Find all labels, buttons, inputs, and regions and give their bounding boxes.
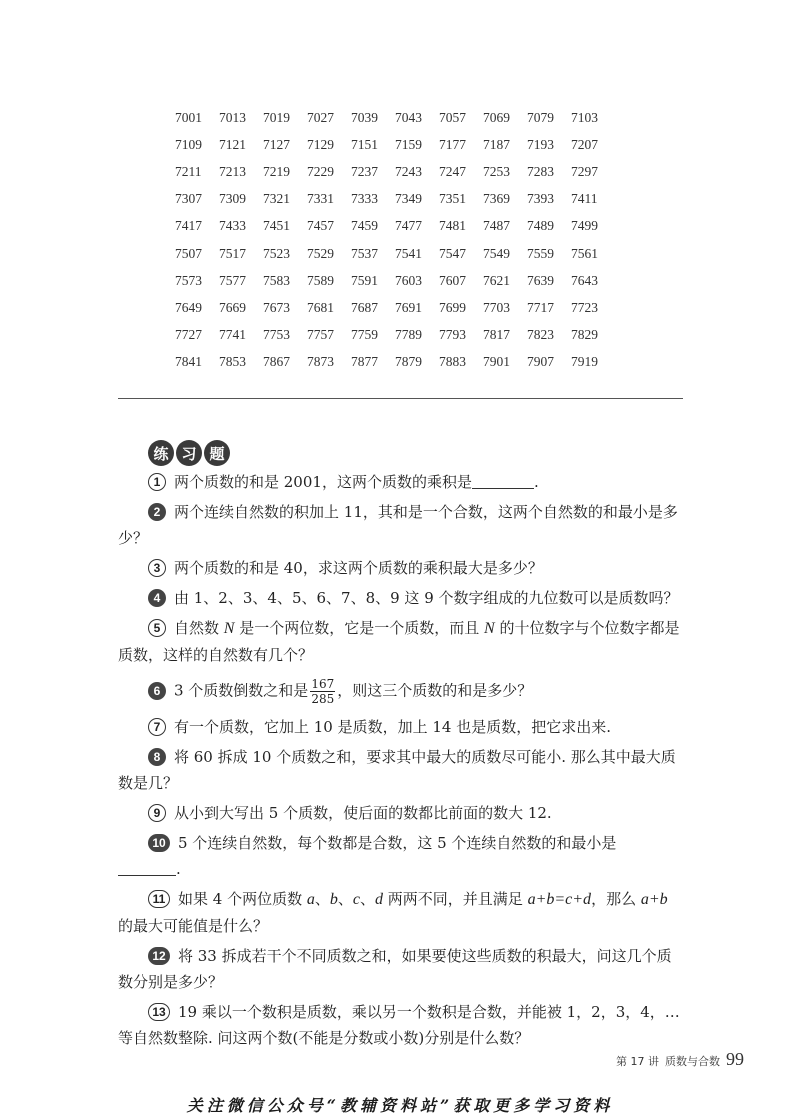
prime-cell: 7757 <box>307 327 334 343</box>
prime-cell: 7741 <box>219 327 246 343</box>
problem-text: 的十位数字与个位数字都是质数，这样的自然数有几个？ <box>118 619 680 664</box>
equation: a+b=c+d <box>527 891 592 908</box>
problem-9 <box>118 800 684 826</box>
prime-cell: 7559 <box>527 245 554 261</box>
prime-cell: 7057 <box>439 109 466 125</box>
problem-4 <box>118 585 684 611</box>
prime-cell: 7331 <box>307 191 334 207</box>
prime-cell: 7411 <box>571 191 598 207</box>
prime-cell: 7907 <box>527 354 554 370</box>
prime-cell: 7237 <box>351 163 378 179</box>
prime-cell: 7417 <box>175 218 202 234</box>
prime-cell: 7699 <box>439 299 466 315</box>
prime-cell: 7159 <box>395 136 422 152</box>
prime-cell: 7541 <box>395 245 422 261</box>
prime-cell: 7283 <box>527 163 554 179</box>
prime-cell: 7561 <box>571 245 598 261</box>
problem-text: 两个质数的和是 40，求这两个质数的乘积最大是多少？ <box>174 559 543 577</box>
prime-row <box>175 240 615 267</box>
variable-n: N <box>484 620 495 637</box>
answer-blank <box>472 472 534 489</box>
prime-cell: 7789 <box>395 327 422 343</box>
problem-7 <box>118 714 684 740</box>
problem-text: 自然数 <box>174 619 224 637</box>
problem-text: 由 1、2、3、4、5、6、7、8、9 这 9 个数字组成的九位数可以是质数吗？ <box>174 589 679 607</box>
prime-cell: 7019 <box>263 109 290 125</box>
prime-cell: 7321 <box>263 191 290 207</box>
problem-text: 两两不同，并且满足 <box>383 890 528 908</box>
prime-cell: 7043 <box>395 109 422 125</box>
chapter-title: 质数与合数 <box>665 1055 720 1068</box>
variable-a: a <box>306 891 315 908</box>
prime-cell: 7589 <box>307 272 334 288</box>
prime-cell: 7537 <box>351 245 378 261</box>
prime-cell: 7307 <box>175 191 202 207</box>
prime-row <box>175 158 615 185</box>
prime-cell: 7477 <box>395 218 422 234</box>
prime-cell: 7649 <box>175 299 202 315</box>
prime-cell: 7151 <box>351 136 378 152</box>
problem-12 <box>118 943 684 995</box>
problem-number: 3 <box>148 559 166 577</box>
prime-cell: 7901 <box>483 354 510 370</box>
prime-cell: 7243 <box>395 163 422 179</box>
problem-text: 5 个连续自然数，每个数都是合数，这 5 个连续自然数的和最小是 <box>178 834 617 852</box>
prime-cell: 7621 <box>483 272 510 288</box>
prime-cell: 7577 <box>219 272 246 288</box>
prime-cell: 7219 <box>263 163 290 179</box>
prime-cell: 7253 <box>483 163 510 179</box>
prime-cell: 7603 <box>395 272 422 288</box>
problem-11 <box>118 886 684 939</box>
problem-number: 13 <box>148 1003 170 1021</box>
prime-cell: 7393 <box>527 191 554 207</box>
prime-cell: 7129 <box>307 136 334 152</box>
prime-cell: 7039 <box>351 109 378 125</box>
problem-number: 8 <box>148 748 166 766</box>
prime-cell: 7753 <box>263 327 290 343</box>
prime-cell: 7127 <box>263 136 290 152</box>
problem-number: 5 <box>148 619 166 637</box>
prime-cell: 7027 <box>307 109 334 125</box>
problem-text: ，那么 <box>591 890 641 908</box>
prime-cell: 7717 <box>527 299 554 315</box>
problem-number: 9 <box>148 804 166 822</box>
prime-row <box>175 349 615 376</box>
prime-number-table <box>175 104 615 376</box>
prime-cell: 7793 <box>439 327 466 343</box>
prime-cell: 7349 <box>395 191 422 207</box>
prime-cell: 7193 <box>527 136 554 152</box>
expression: a+b <box>640 891 668 908</box>
separator: 、 <box>337 890 353 908</box>
problem-text-end: . <box>176 860 181 878</box>
problem-5 <box>118 615 684 668</box>
problem-text: 两个质数的和是 2001，这两个质数的乘积是 <box>174 473 472 491</box>
prime-cell: 7549 <box>483 245 510 261</box>
watermark-text: 关注微信公众号“教辅资料站”获取更多学习资料 <box>186 1096 614 1115</box>
chapter-label: 第 17 讲 <box>616 1055 659 1068</box>
problem-text: 3 个质数倒数之和是 <box>174 681 309 700</box>
prime-row <box>175 322 615 349</box>
problem-text: 从小到大写出 5 个质数，使后面的数都比前面的数大 12. <box>174 804 552 822</box>
prime-cell: 7001 <box>175 109 202 125</box>
problem-text: 19 乘以一个数积是质数，乘以另一个数积是合数，并能被 1，2，3，4，…等自然数整除. 问这两个数(不能是分数或小数)分别是什么数？ <box>118 1003 680 1047</box>
prime-cell: 7639 <box>527 272 554 288</box>
prime-cell: 7591 <box>351 272 378 288</box>
variable-n: N <box>223 620 235 637</box>
problem-number: 7 <box>148 718 166 736</box>
problem-text: 如果 4 个两位质数 <box>178 890 307 908</box>
prime-cell: 7883 <box>439 354 466 370</box>
problem-number: 12 <box>148 947 170 965</box>
prime-cell: 7187 <box>483 136 510 152</box>
prime-cell: 7529 <box>307 245 334 261</box>
prime-cell: 7333 <box>351 191 378 207</box>
prime-cell: 7489 <box>527 218 554 234</box>
prime-cell: 7703 <box>483 299 510 315</box>
problem-2 <box>118 499 684 551</box>
prime-cell: 7853 <box>219 354 246 370</box>
section-badge: 题 <box>204 440 230 466</box>
prime-row <box>175 186 615 213</box>
problem-text: ，则这三个质数的和是多少？ <box>337 681 533 700</box>
prime-cell: 7681 <box>307 299 334 315</box>
problem-text: 有一个质数，它加上 10 是质数，加上 14 也是质数，把它求出来. <box>174 718 612 736</box>
problem-number: 4 <box>148 589 166 607</box>
problem-10 <box>118 830 684 882</box>
problem-text: 将 60 拆成 10 个质数之和，要求其中最大的质数尽可能小. 那么其中最大质数是几？ <box>118 748 676 792</box>
prime-cell: 7507 <box>175 245 202 261</box>
section-badge: 练 <box>148 440 174 466</box>
prime-cell: 7759 <box>351 327 378 343</box>
prime-cell: 7687 <box>351 299 378 315</box>
variable-d: d <box>375 891 384 908</box>
problem-6 <box>118 677 684 706</box>
prime-cell: 7103 <box>571 109 598 125</box>
problem-number: 11 <box>148 890 170 908</box>
prime-cell: 7457 <box>307 218 334 234</box>
problem-number: 1 <box>148 473 166 491</box>
fraction-numerator: 167 <box>311 677 335 691</box>
prime-cell: 7643 <box>571 272 598 288</box>
prime-row <box>175 267 615 294</box>
separator: 、 <box>360 890 376 908</box>
prime-cell: 7583 <box>263 272 290 288</box>
section-badge: 习 <box>176 440 202 466</box>
problem-13 <box>118 999 684 1051</box>
prime-cell: 7523 <box>263 245 290 261</box>
prime-cell: 7207 <box>571 136 598 152</box>
prime-cell: 7213 <box>219 163 246 179</box>
prime-cell: 7351 <box>439 191 466 207</box>
prime-cell: 7459 <box>351 218 378 234</box>
prime-cell: 7079 <box>527 109 554 125</box>
page-footer <box>616 1049 744 1070</box>
prime-cell: 7297 <box>571 163 598 179</box>
problem-number: 10 <box>148 834 170 852</box>
prime-cell: 7499 <box>571 218 598 234</box>
prime-cell: 7517 <box>219 245 246 261</box>
variable-c: c <box>352 891 360 908</box>
problem-8 <box>118 744 684 796</box>
prime-cell: 7573 <box>175 272 202 288</box>
prime-cell: 7691 <box>395 299 422 315</box>
prime-cell: 7841 <box>175 354 202 370</box>
problem-text-end: . <box>533 473 539 491</box>
prime-cell: 7451 <box>263 218 290 234</box>
problem-text: 是一个两位数，它是一个质数，而且 <box>234 619 484 637</box>
prime-row <box>175 213 615 240</box>
problem-number: 6 <box>148 682 166 700</box>
prime-cell: 7211 <box>175 163 202 179</box>
prime-cell: 7669 <box>219 299 246 315</box>
page-number: 99 <box>726 1049 744 1069</box>
prime-cell: 7121 <box>219 136 246 152</box>
prime-row <box>175 294 615 321</box>
problem-3 <box>118 555 684 581</box>
prime-cell: 7109 <box>175 136 202 152</box>
problem-number: 2 <box>148 503 166 521</box>
prime-cell: 7607 <box>439 272 466 288</box>
prime-cell: 7177 <box>439 136 466 152</box>
separator: 、 <box>314 890 330 908</box>
problem-1 <box>118 469 684 495</box>
prime-cell: 7879 <box>395 354 422 370</box>
prime-cell: 7823 <box>527 327 554 343</box>
fraction-denominator: 285 <box>311 692 335 706</box>
exercise-section-header <box>148 440 230 466</box>
prime-cell: 7919 <box>571 354 598 370</box>
prime-cell: 7727 <box>175 327 202 343</box>
prime-cell: 7817 <box>483 327 510 343</box>
fraction <box>310 677 335 706</box>
problem-text: 将 33 拆成若干个不同质数之和，如果要使这些质数的积最大，问这几个质数分别是多少？ <box>118 947 672 991</box>
exercise-list <box>118 469 684 1051</box>
prime-cell: 7309 <box>219 191 246 207</box>
prime-cell: 7877 <box>351 354 378 370</box>
prime-cell: 7433 <box>219 218 246 234</box>
answer-blank <box>118 859 176 876</box>
prime-cell: 7487 <box>483 218 510 234</box>
prime-cell: 7247 <box>439 163 466 179</box>
prime-cell: 7673 <box>263 299 290 315</box>
prime-cell: 7547 <box>439 245 466 261</box>
prime-cell: 7829 <box>571 327 598 343</box>
prime-cell: 7873 <box>307 354 334 370</box>
problem-text: 两个连续自然数的积加上 11，其和是一个合数，这两个自然数的和最小是多少？ <box>118 503 678 547</box>
variable-b: b <box>329 891 338 908</box>
section-divider <box>118 398 683 399</box>
prime-cell: 7229 <box>307 163 334 179</box>
prime-row <box>175 131 615 158</box>
prime-cell: 7069 <box>483 109 510 125</box>
prime-cell: 7723 <box>571 299 598 315</box>
prime-cell: 7867 <box>263 354 290 370</box>
problem-text: 的最大可能值是什么？ <box>118 917 269 935</box>
prime-row <box>175 104 615 131</box>
prime-cell: 7481 <box>439 218 466 234</box>
prime-cell: 7013 <box>219 109 246 125</box>
prime-cell: 7369 <box>483 191 510 207</box>
